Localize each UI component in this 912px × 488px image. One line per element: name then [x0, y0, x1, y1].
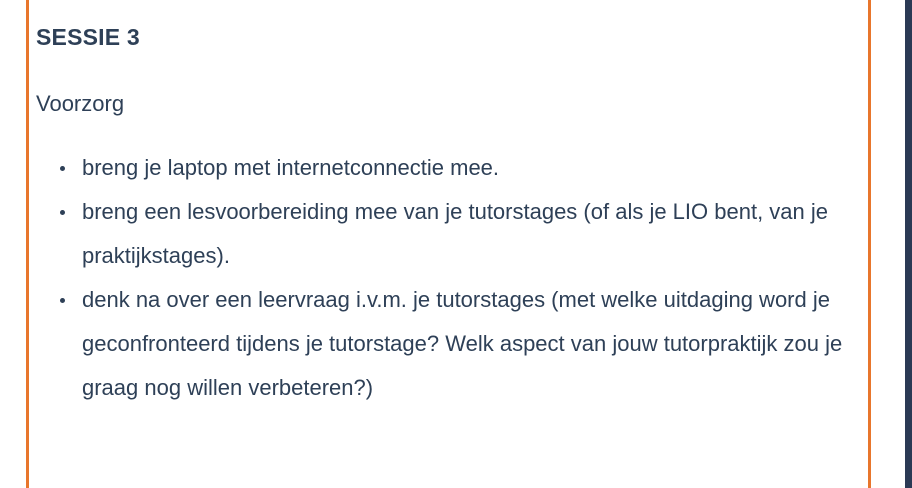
bullet-dot-icon: [60, 210, 65, 215]
page-title: SESSIE 3: [36, 24, 140, 50]
preparation-list: [36, 146, 864, 410]
list-item-text: breng een lesvoorbereiding mee van je tutorstages (of als je LIO bent, van je praktijkstages).: [82, 199, 829, 268]
list-item: [36, 278, 864, 410]
right-accent-rule: [868, 0, 871, 488]
list-item: [36, 146, 864, 190]
section-subtitle: Voorzorg: [36, 91, 125, 116]
list-item: [36, 190, 864, 278]
bullet-dot-icon: [60, 298, 65, 303]
bullet-dot-icon: [60, 166, 65, 171]
list-item-text: denk na over een leervraag i.v.m. je tutorstages (met welke uitdaging word je geconfronteerd tijdens je tutorstage? Welk aspect van jouw tutorpraktijk zou je graag nog willen verbeteren?): [82, 287, 843, 400]
left-accent-rule: [26, 0, 29, 488]
list-item-text: breng je laptop met internetconnectie mee.: [82, 155, 500, 180]
document-content: [36, 0, 864, 488]
right-edge-bar: [905, 0, 912, 488]
